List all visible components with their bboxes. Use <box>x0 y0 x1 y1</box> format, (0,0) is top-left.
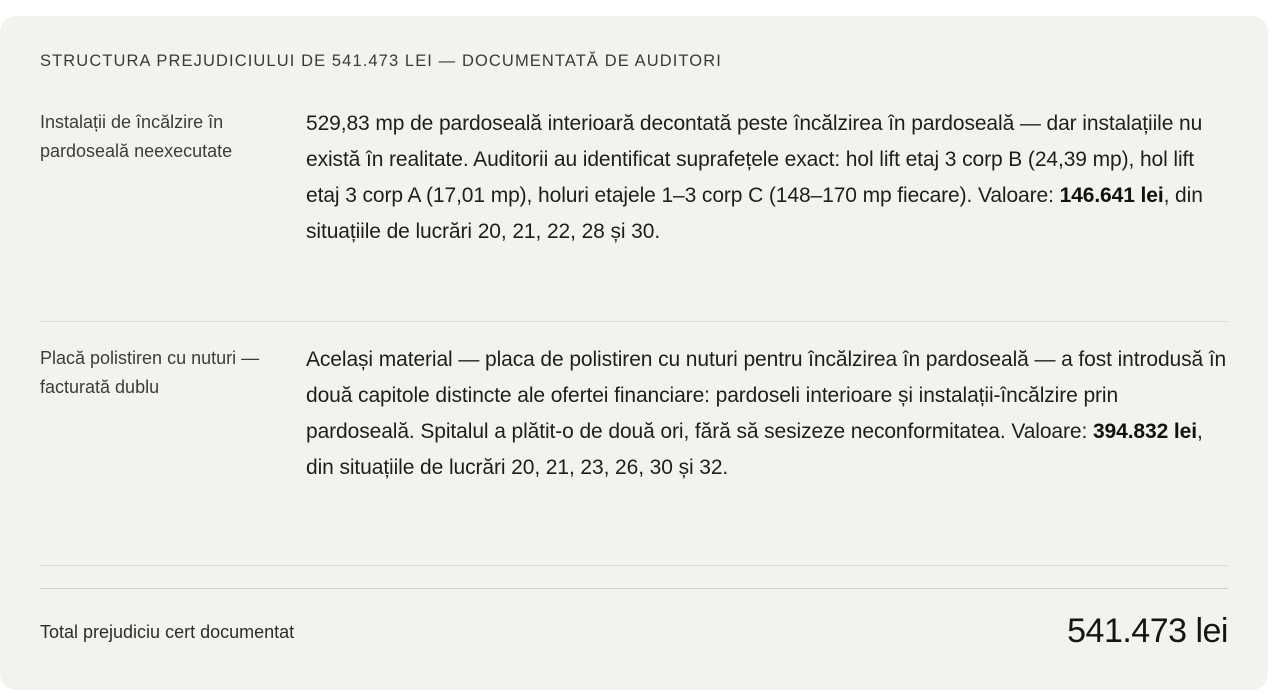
section-heading: STRUCTURA PREJUDICIULUI DE 541.473 LEI — DOCUMENTATĂ DE AUDITORI <box>40 52 722 70</box>
description-text-end: , din situațiile de lucrări 20, 21, 23, 26, 30 și 32. <box>306 420 1203 479</box>
damage-item-label: Placă polistiren cu nuturi — facturată dublu <box>40 348 260 397</box>
damage-item-label: Instalații de încălzire în pardoseală neexecutate <box>40 112 233 161</box>
damage-item-description <box>306 106 1228 250</box>
description-text: Același material — placa de polistiren cu nuturi pentru încălzirea în pardoseală — a fost introdusă în două capitole distincte ale ofertei financiare: pardoseli interioare și instalații-încălzire prin pardoseală. Spitalul a plătit-o de două ori, fără să sesizeze neconformitatea. Valoare: <box>306 348 1227 443</box>
damage-item-value: 146.641 lei <box>1059 184 1164 207</box>
description-text-end: , din situațiile de lucrări 20, 21, 22, 28 și 30. <box>306 184 1203 243</box>
damage-item-description <box>306 342 1228 486</box>
damage-item-row <box>40 344 1228 566</box>
total-divider <box>40 588 1228 589</box>
damage-structure-card <box>0 16 1268 690</box>
total-value: 541.473 lei <box>1067 612 1228 650</box>
total-label: Total prejudiciu cert documentat <box>40 622 295 642</box>
description-text: 529,83 mp de pardoseală interioară decontată peste încălzirea în pardoseală — dar instalațiile nu există în realitate. Auditorii au identificat suprafețele exact: hol lift etaj 3 corp B (24,39 mp), hol lift etaj 3 corp A (17,01 mp), holuri etajele 1–3 corp C (148–170 mp fiecare). Valoare: <box>306 112 1203 207</box>
damage-item-row <box>40 108 1228 322</box>
damage-item-value: 394.832 lei <box>1092 420 1197 443</box>
